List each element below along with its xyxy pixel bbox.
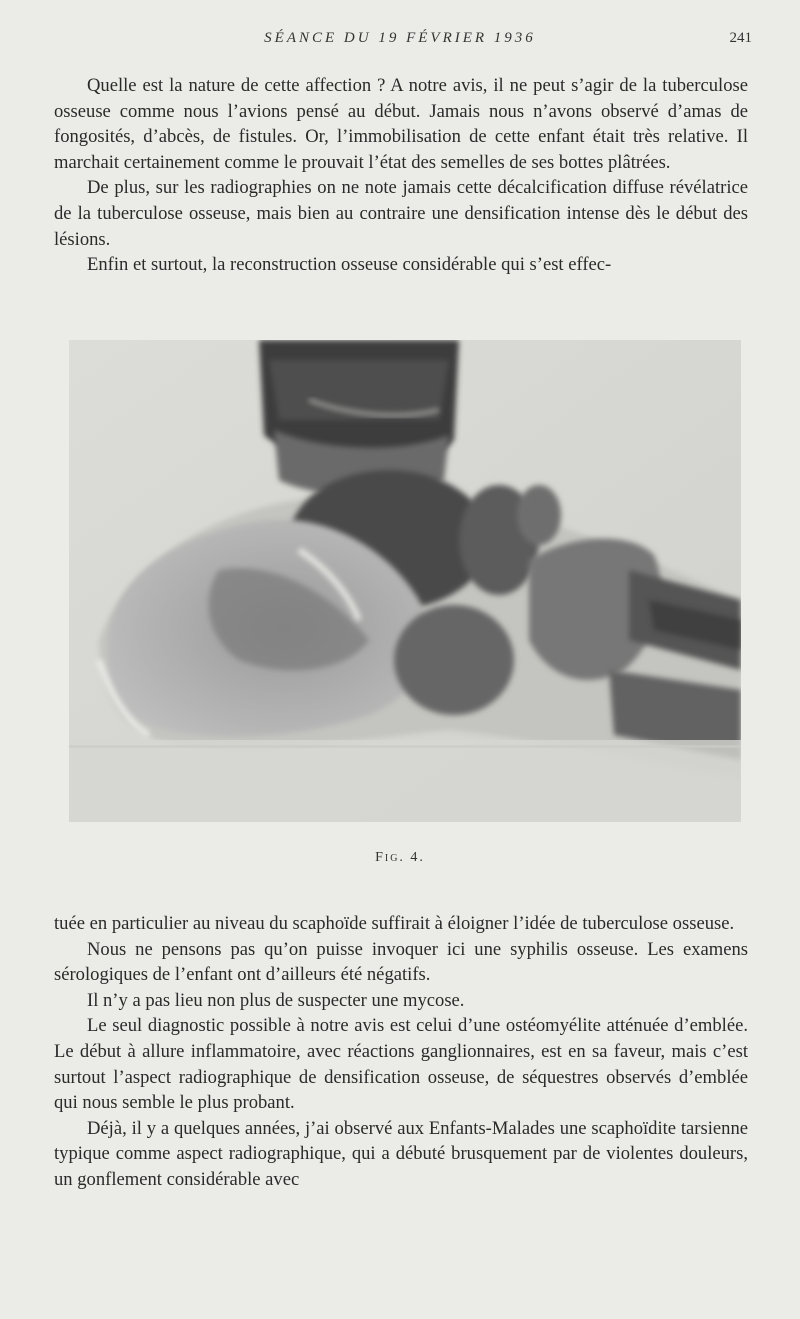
paragraph: Nous ne pensons pas qu’on puisse invoquer ici une syphilis osseuse. Les examens sérologiques de l’enfant ont d’ailleurs été négatifs. bbox=[54, 938, 748, 986]
running-title: SÉANCE DU 19 FÉVRIER 1936 bbox=[264, 30, 536, 46]
radiograph-figure bbox=[69, 340, 741, 822]
running-head bbox=[0, 30, 800, 52]
foot-radiograph-image bbox=[69, 340, 741, 822]
paragraph: Quelle est la nature de cette affection ? A notre avis, il ne peut s’agir de la tuberculose osseuse comme nous l’avions pensé au début. Jamais nous n’avons observé d’amas de fongosités, d’abcès, de fistules. Or, l’immobilisation de cette enfant était très relative. Il marchait certainement comme le prouvait l’état des semelles de ses bottes plâtrées. bbox=[54, 75, 748, 173]
paragraph: Enfin et surtout, la reconstruction osseuse considérable qui s’est effec- bbox=[87, 254, 612, 276]
paragraph: Il n’y a pas lieu non plus de suspecter une mycose. bbox=[87, 989, 465, 1011]
paragraph: Le seul diagnostic possible à notre avis est celui d’une ostéomyélite atténuée d’emblée. Le début à allure inflammatoire, avec réactions ganglionnaires, est en sa faveur, mais c’est surtout l’aspect radiographique de densification osseuse, de séquestres observés d’emblée qui nous semble le plus probant. bbox=[54, 1015, 748, 1114]
paragraph: De plus, sur les radiographies on ne note jamais cette décalcification diffuse révélatrice de la tuberculose osseuse, mais bien au contraire une densification intense dès le début des lésions. bbox=[54, 177, 748, 250]
paragraph: tuée en particulier au niveau du scaphoïde suffirait à éloigner l’idée de tuberculose osseuse. bbox=[54, 913, 735, 934]
paragraph: Déjà, il y a quelques années, j’ai observé aux Enfants-Malades une scaphoïdite tarsienne typique comme aspect radiographique, qui a débuté brusquement par de violentes douleurs, un gonflement considérable avec bbox=[54, 1117, 748, 1190]
page-number: 241 bbox=[729, 30, 752, 46]
text-block-bottom bbox=[54, 911, 748, 1193]
text-block-top bbox=[54, 73, 748, 278]
figure-caption: Fig. 4. bbox=[375, 850, 425, 865]
